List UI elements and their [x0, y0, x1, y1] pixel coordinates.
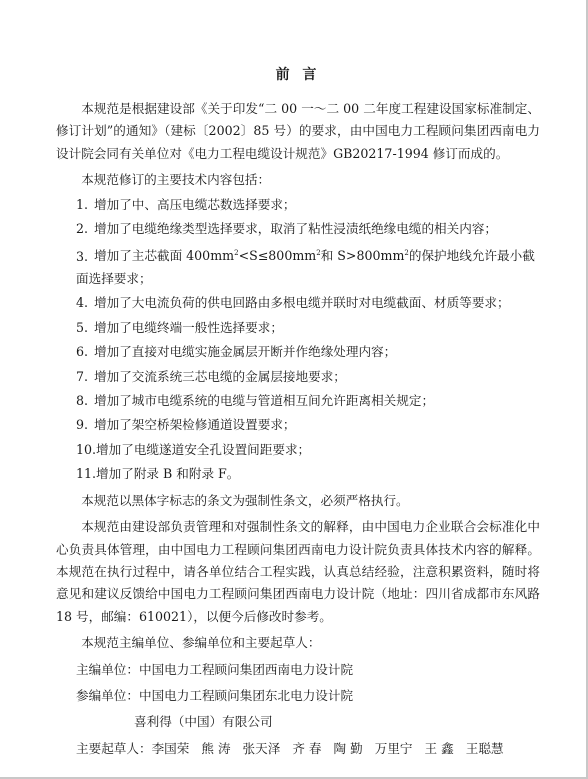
participating-unit: 参编单位：中国电力工程顾问集团东北电力设计院 — [76, 687, 354, 703]
list-item — [56, 218, 540, 240]
drafter-name: 王 鑫 — [424, 740, 454, 756]
item-number: 8. — [76, 393, 89, 409]
document-body — [56, 64, 540, 760]
item-text: 增加了电缆绝缘类型选择要求，取消了粘性浸渍纸绝缘电缆的相关内容； — [94, 221, 497, 237]
drafters-line — [56, 738, 540, 760]
list-item — [56, 242, 540, 290]
item-text-part: 增加了主芯截面 400mm — [94, 248, 235, 264]
item-number: 5. — [76, 319, 89, 335]
drafter-name: 齐 春 — [292, 740, 322, 756]
revision-list — [56, 194, 540, 486]
mandatory-note: 本规范以黑体字标志的条文为强制性条文，必须严格执行。 — [81, 492, 409, 508]
item-text: 增加了大电流负荷的供电回路由多根电缆并联时对电缆截面、材质等要求； — [94, 295, 510, 311]
list-item — [56, 194, 540, 216]
participating-unit-2: 喜利得（中国）有限公司 — [134, 714, 273, 730]
item-text: 增加了城市电缆系统的电缆与管道相互间允许距离相关规定； — [94, 393, 435, 409]
item-number: 1. — [76, 196, 89, 212]
superscript: 2 — [234, 249, 239, 258]
item-text: 增加了架空桥架检修通道设置要求； — [94, 417, 296, 433]
superscript: 2 — [316, 249, 321, 258]
list-item — [56, 366, 540, 388]
drafter-name: 李国荣 — [151, 740, 190, 756]
item-number: 9. — [76, 417, 89, 433]
list-item — [56, 439, 540, 461]
list-item — [56, 317, 540, 339]
item-number: 4. — [76, 295, 89, 311]
chief-unit: 主编单位：中国电力工程顾问集团西南电力设计院 — [76, 661, 354, 677]
item-text-part: <S≤800mm — [238, 248, 317, 264]
item-text: 增加了交流系统三芯电缆的金属层接地要求； — [94, 368, 346, 384]
item-number: 6. — [76, 344, 89, 360]
item-text: 增加了中、高压电缆芯数选择要求； — [94, 196, 296, 212]
item-text: 增加了直接对电缆实施金属层开断并作绝缘处理内容； — [94, 344, 397, 360]
item-number: 11. — [76, 466, 97, 482]
drafter-name: 陶 勤 — [333, 740, 363, 756]
drafter-name: 熊 涛 — [201, 740, 231, 756]
item-number: 3. — [76, 248, 89, 264]
item-number: 10. — [76, 441, 97, 457]
item-text-part: 和 S>800mm — [320, 248, 405, 264]
drafters-label: 主要起草人： — [76, 740, 152, 756]
main-content-heading: 本规范修订的主要技术内容包括： — [81, 172, 271, 188]
item-text: 增加了电缆终端一般性选择要求； — [94, 319, 283, 335]
intro-paragraph: 本规范是根据建设部《关于印发“二 00 一～二 00 二年度工程建设国家标准制定、修订计划”的通知》（建标〔2002〕85 号）的要求，由中国电力工程顾问集团西南电力设计院会同有关单位对《电力工程电缆设计规范》GB20217-1994 修订而成的。 — [56, 101, 540, 161]
drafter-name: 王聪慧 — [465, 740, 504, 756]
list-item — [56, 463, 540, 485]
page-title: 前 言 — [275, 67, 321, 83]
drafter-name: 万里宁 — [374, 740, 413, 756]
list-item — [56, 414, 540, 436]
units-heading: 本规范主编单位、参编单位和主要起草人： — [81, 635, 321, 651]
list-item — [56, 292, 540, 314]
item-text: 增加了附录 B 和附录 F。 — [96, 466, 240, 482]
management-paragraph: 本规范由建设部负责管理和对强制性条文的解释，由中国电力企业联合会标准化中心负责具体管理，由中国电力工程顾问集团西南电力设计院负责具体技术内容的解释。本规范在执行过程中，请各单位结合工程实践，认真总结经验，注意积累资料，随时将意见和建议反馈给中国电力工程顾问集团西南电力设计院（地址：四川省成都市东风路 18 号，邮编：610021），以便今后修改时参考。 — [56, 519, 540, 624]
item-text-part: 的保护地线允许最小截面选择要求； — [76, 248, 535, 287]
item-number: 7. — [76, 368, 89, 384]
drafter-name: 张天泽 — [242, 740, 281, 756]
list-item — [56, 390, 540, 412]
item-number: 2. — [76, 221, 89, 237]
list-item — [56, 341, 540, 363]
superscript: 2 — [404, 249, 409, 258]
item-text: 增加了电缆遂道安全孔设置间距要求； — [96, 441, 311, 457]
